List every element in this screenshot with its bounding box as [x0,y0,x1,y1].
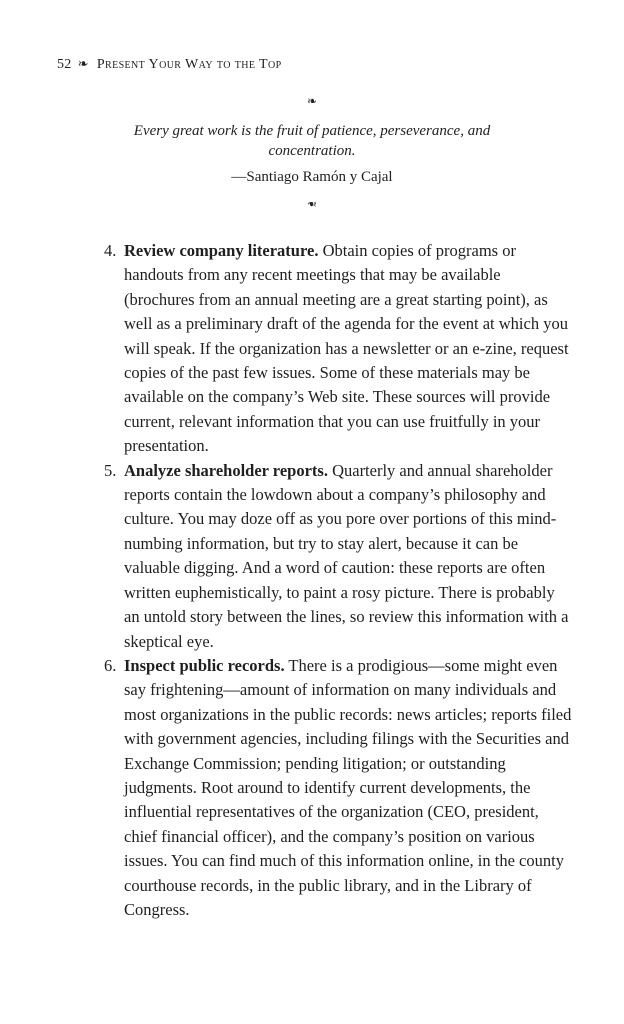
list-item [104,654,574,922]
book-title: Present Your Way to the Top [96,57,282,72]
list-item [104,459,574,654]
list-item-body: There is a prodigious—some might even say frightening—amount of information on many individuals and most organizations in the public records: news articles; reports filed with government agencies, including filings with the Securities and Exchange Commission; pending litigation; or outstanding judgments. Root around to identify current developments, the influential representatives of the organization (CEO, president, chief financial officer), and the company’s position on various issues. You can find much of this information online, in the county courthouse records, in the public library, and in the Library of Congress. [124,655,572,919]
list-item-heading: Inspect public records. [124,655,285,675]
list-item [104,239,574,459]
epigraph-quote: Every great work is the fruit of patience, perseverance, and concentration. [133,123,491,159]
running-head [57,56,282,73]
ornament-bottom-icon: ❧ [306,197,318,211]
list-item-number: 5. [104,460,117,480]
page-number: 52 [57,57,72,72]
fleuron-icon: ❧ [77,56,89,71]
list-item-body: Obtain copies of programs or handouts from any recent meetings that may be available (brochures from an annual meeting are a great starting point), as well as a preliminary draft of the agenda for the event at which you will speak. If the organization has a newsletter or an e-zine, request copies of the past few issues. Some of these materials may be available on the company’s Web site. These sources will provide current, relevant information that you can use fruitfully in your presentation. [124,241,569,456]
list-item-number: 4. [104,241,117,260]
list-item-heading: Analyze shareholder reports. [124,460,328,480]
epigraph-attribution: —Santiago Ramón y Cajal [231,169,393,185]
list-item-body: Quarterly and annual shareholder reports contain the lowdown about a company’s philosophy and culture. You may doze off as you pore over portions of this mind-numbing information, but try to stay alert, because it can be valuable digging. And a word of caution: these reports are often written euphemistically, to paint a rosy picture. There is probably an untold story between the lines, so review this information with a skeptical eye. [124,460,569,651]
numbered-list [104,239,574,922]
list-item-number: 6. [104,655,117,675]
ornament-top-icon: ❧ [306,94,318,108]
list-item-heading: Review company literature. [124,241,319,260]
